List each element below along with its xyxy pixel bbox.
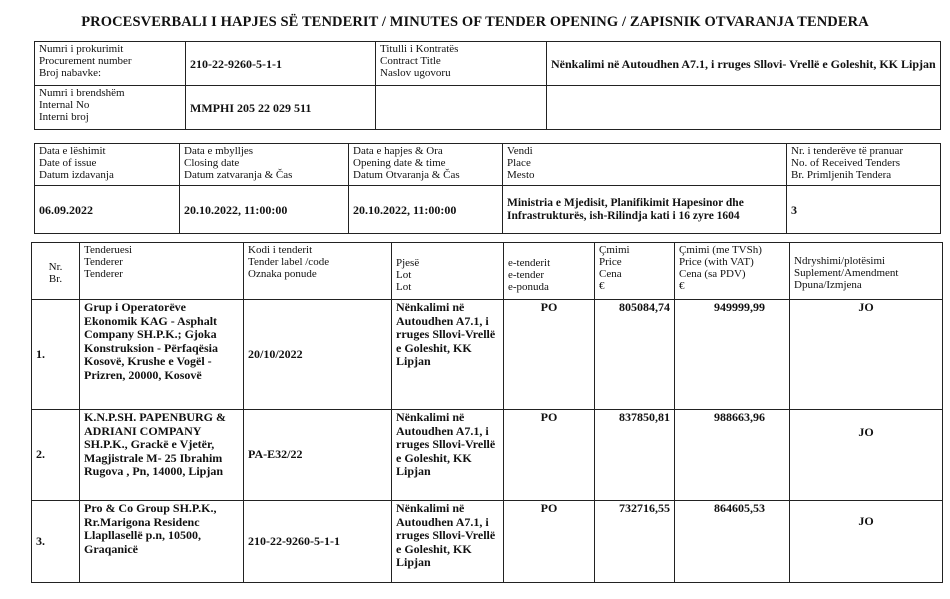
col-header-price-vat: Çmimi (me TVSh) Price (with VAT) Cena (sa PDV) €	[675, 243, 790, 300]
tenders-table	[31, 242, 943, 583]
row-nr: 2.	[32, 410, 80, 501]
row-nr: 3.	[32, 501, 80, 583]
row-price-vat: 864605,53	[675, 501, 790, 583]
row-nr: 1.	[32, 300, 80, 410]
closing-date-value: 20.10.2022, 11:00:00	[180, 186, 349, 234]
contract-title-label: Titulli i Kontratës Contract Title Naslov ugovoru	[376, 42, 547, 86]
contract-title-value: Nënkalimi në Autoudhen A7.1, i rruges Sllovi- Vrellë e Goleshit, KK Lipjan	[547, 42, 941, 86]
col-header-code: Kodi i tenderit Tender label /code Oznaka ponude	[244, 243, 392, 300]
table-row	[32, 300, 943, 410]
col-header-lot: Pjesë Lot Lot	[392, 243, 504, 300]
dates-table	[34, 143, 941, 234]
col-header-nr: Nr. Br.	[32, 243, 80, 300]
row-price-vat: 988663,96	[675, 410, 790, 501]
row-amendment: JO	[790, 410, 943, 501]
row-lot: Nënkalimi në Autoudhen A7.1, i rruges Sllovi-Vrellë e Goleshit, KK Lipjan	[392, 501, 504, 583]
place-label: Vendi Place Mesto	[503, 144, 787, 186]
closing-date-label: Data e mbylljes Closing date Datum zatvaranja & Čas	[180, 144, 349, 186]
place-value: Ministria e Mjedisit, Planifikimit Hapesinor dhe Infrastrukturës, ish-Rilindja kati i 16 zyre 1604	[503, 186, 787, 234]
opening-date-label: Data e hapjes & Ora Opening date & time Datum Otvaranja & Čas	[349, 144, 503, 186]
received-tenders-value: 3	[787, 186, 941, 234]
row-etender: PO	[504, 410, 595, 501]
opening-date-value: 20.10.2022, 11:00:00	[349, 186, 503, 234]
row-amendment: JO	[790, 501, 943, 583]
internal-number-label: Numri i brendshëm Internal No Interni broj	[35, 86, 186, 130]
row-price: 732716,55	[595, 501, 675, 583]
internal-number-value: MMPHI 205 22 029 511	[186, 86, 376, 130]
row-etender: PO	[504, 501, 595, 583]
issue-date-label: Data e lëshimit Date of issue Datum izdavanja	[35, 144, 180, 186]
row-price: 805084,74	[595, 300, 675, 410]
row-tenderer: K.N.P.SH. PAPENBURG & ADRIANI COMPANY SH.P.K., Grackë e Vjetër, Magjistrale M- 25 Ibrahim Rugova , Pn, 14000, Lipjan	[80, 410, 244, 501]
table-row	[32, 501, 943, 583]
row-code: 20/10/2022	[244, 300, 392, 410]
row-tenderer: Grup i Operatorëve Ekonomik KAG - Asphalt Company SH.P.K.; Gjoka Konstruksion - Përfaqësia Kosovë, Krushe e Vogël - Prizren, 20000, Kosovë	[80, 300, 244, 410]
row-amendment: JO	[790, 300, 943, 410]
row-etender: PO	[504, 300, 595, 410]
row-lot: Nënkalimi në Autoudhen A7.1, i rruges Sllovi-Vrellë e Goleshit, KK Lipjan	[392, 300, 504, 410]
page-title: PROCESVERBALI I HAPJES SË TENDERIT / MINUTES OF TENDER OPENING / ZAPISNIK OTVARANJA TENDERA	[81, 14, 869, 30]
col-header-tenderer: Tenderuesi Tenderer Tenderer	[80, 243, 244, 300]
col-header-price: Çmimi Price Cena €	[595, 243, 675, 300]
procurement-info-table	[34, 41, 941, 130]
empty-cell	[547, 86, 941, 130]
empty-cell	[376, 86, 547, 130]
received-tenders-label: Nr. i tenderëve të pranuar No. of Received Tenders Br. Primljenih Tendera	[787, 144, 941, 186]
row-price: 837850,81	[595, 410, 675, 501]
row-code: 210-22-9260-5-1-1	[244, 501, 392, 583]
table-header-row	[32, 243, 943, 300]
issue-date-value: 06.09.2022	[35, 186, 180, 234]
col-header-etender: e-tenderit e-tender e-ponuda	[504, 243, 595, 300]
row-lot: Nënkalimi në Autoudhen A7.1, i rruges Sllovi-Vrellë e Goleshit, KK Lipjan	[392, 410, 504, 501]
procurement-number-value: 210-22-9260-5-1-1	[186, 42, 376, 86]
row-tenderer: Pro & Co Group SH.P.K., Rr.Marigona Residenc Llapllasellë p.n, 10500, Graqanicë	[80, 501, 244, 583]
row-code: PA-E32/22	[244, 410, 392, 501]
col-header-amendment: Ndryshimi/plotësimi Suplement/Amendment Dpuna/Izmjena	[790, 243, 943, 300]
table-row	[32, 410, 943, 501]
row-price-vat: 949999,99	[675, 300, 790, 410]
procurement-number-label: Numri i prokurimit Procurement number Broj nabavke:	[35, 42, 186, 86]
